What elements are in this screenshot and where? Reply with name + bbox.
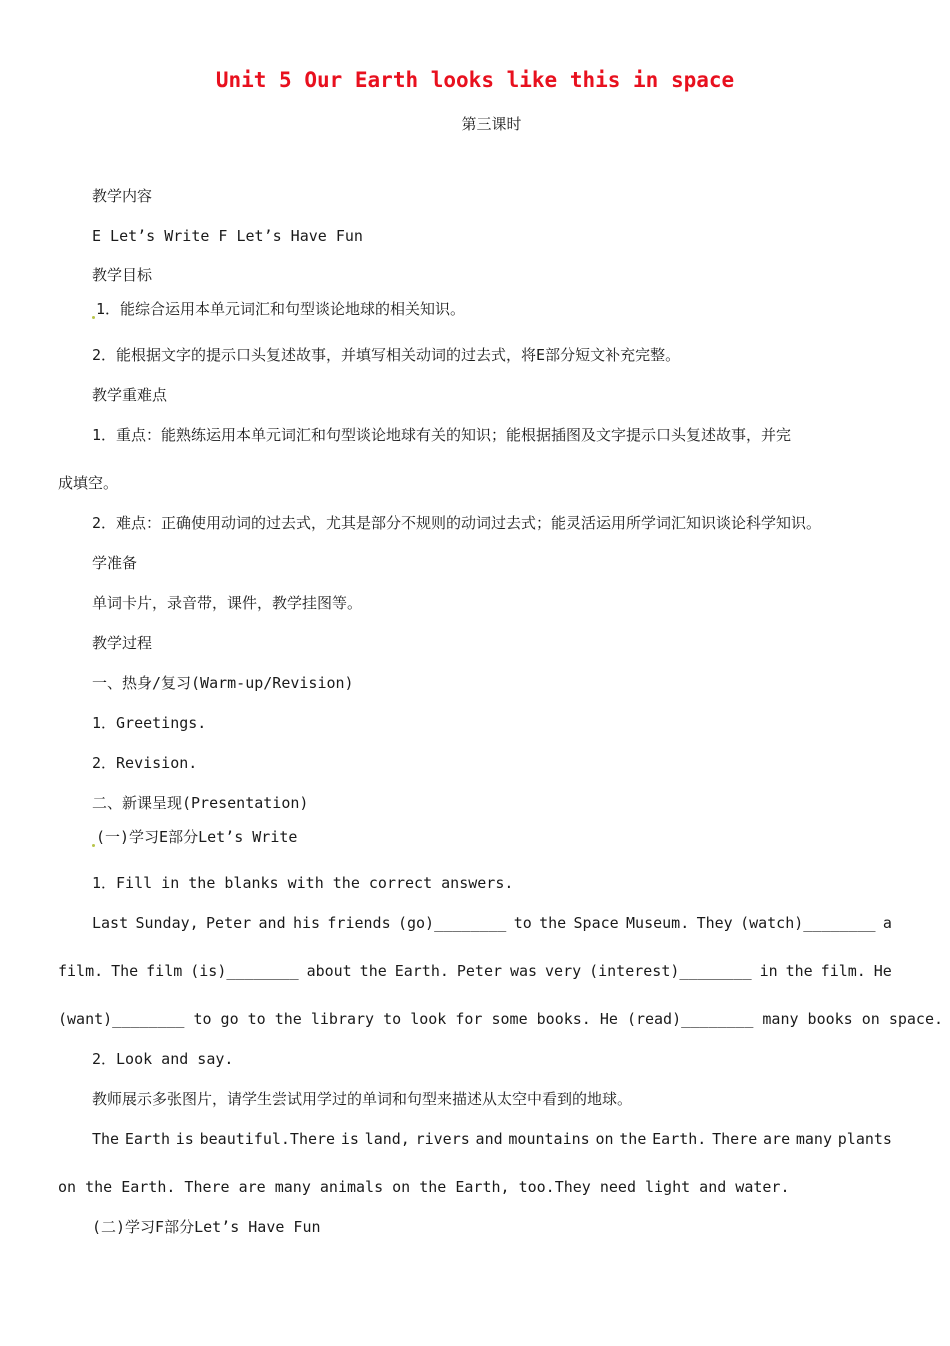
key-point-1-cont: 成填空。 <box>58 474 119 492</box>
word: the <box>785 962 813 980</box>
word: Peter <box>206 914 252 932</box>
word: the <box>619 1130 647 1148</box>
word: There <box>712 1130 758 1148</box>
exercise-line-2 <box>58 961 892 981</box>
word: film <box>146 962 183 980</box>
heading-process: 教学过程 <box>92 634 153 652</box>
section-presentation: 二、新课呈现(Presentation) <box>92 794 309 812</box>
word: many <box>795 1130 832 1148</box>
word: Earth. <box>652 1130 707 1148</box>
word: plants <box>837 1130 892 1148</box>
subsection-f: (二)学习F部分Let’s Have Fun <box>92 1218 321 1236</box>
word: (is)________ <box>190 962 299 980</box>
word: Museum. <box>626 914 690 932</box>
task-fill-blanks: 1．Fill in the blanks with the correct answers. <box>92 874 514 892</box>
word: Earth <box>124 1130 171 1148</box>
step-revision: 2．Revision. <box>92 754 198 772</box>
subsection-e <box>92 827 297 847</box>
word: the <box>539 914 567 932</box>
word: Space <box>573 914 619 932</box>
word: about <box>306 962 352 980</box>
subsection-e-text: (一)学习E部分Let’s Write <box>96 828 298 846</box>
example-line-2: on the Earth. There are many animals on the Earth, too.They need light and water. <box>58 1178 790 1196</box>
word: on <box>595 1130 614 1148</box>
word: was <box>509 962 538 980</box>
heading-objectives: 教学目标 <box>92 266 153 284</box>
heading-key-points: 教学重难点 <box>92 386 168 404</box>
example-line-1 <box>92 1129 892 1149</box>
step-greetings: 1．Greetings. <box>92 714 207 732</box>
document-title: Unit 5 Our Earth looks like this in space <box>215 68 735 92</box>
word: the <box>359 962 387 980</box>
word: and <box>258 914 286 932</box>
objective-2: 2．能根据文字的提示口头复述故事，并填写相关动词的过去式，将E部分短文补充完整。 <box>92 346 681 364</box>
teacher-instruction: 教师展示多张图片，请学生尝试用学过的单词和句型来描述从太空中看到的地球。 <box>92 1090 633 1108</box>
word: his <box>292 914 321 932</box>
mark-dot <box>92 844 95 847</box>
word: (interest)________ <box>589 962 752 980</box>
word: (watch)________ <box>740 914 876 932</box>
content-line: E Let’s Write F Let’s Have Fun <box>92 227 363 245</box>
word: rivers <box>415 1130 470 1148</box>
mark-dot <box>92 316 95 319</box>
objective-1-text: 1．能综合运用本单元词汇和句型谈论地球的相关知识。 <box>96 300 466 318</box>
lesson-subtitle: 第三课时 <box>461 115 522 133</box>
word: film. <box>58 962 104 980</box>
word: Peter <box>456 962 503 980</box>
word: beautiful.There <box>199 1130 336 1148</box>
heading-preparation: 学准备 <box>92 554 138 572</box>
word: The <box>92 1130 120 1148</box>
word: very <box>545 962 582 980</box>
word: They <box>696 914 733 932</box>
word: (go)________ <box>397 914 507 932</box>
word: land, <box>364 1130 410 1148</box>
key-point-1: 1．重点：能熟练运用本单元词汇和句型谈论地球有关的知识；能根据插图及文字提示口头复述故事，并完 <box>92 426 792 444</box>
key-point-2: 2．难点：正确使用动词的过去式，尤其是部分不规则的动词过去式；能灵活运用所学词汇知识谈论科学知识。 <box>92 514 822 532</box>
preparation-text: 单词卡片，录音带，课件，教学挂图等。 <box>92 594 363 612</box>
exercise-line-1 <box>92 913 892 933</box>
word: is <box>340 1130 359 1148</box>
word: Last <box>92 914 129 932</box>
section-warmup: 一、热身/复习(Warm-up/Revision) <box>92 674 354 692</box>
word: film. <box>820 962 866 980</box>
objective-1 <box>92 299 465 319</box>
word: Sunday, <box>135 914 199 932</box>
word: and <box>475 1130 503 1148</box>
exercise-line-3: (want)________ to go to the library to look for some books. He (read)________ many books on space. <box>58 1010 944 1028</box>
word: a <box>882 914 892 932</box>
word: in <box>759 962 778 980</box>
task-look-say: 2．Look and say. <box>92 1050 234 1068</box>
word: Earth. <box>394 962 449 980</box>
word: is <box>175 1130 194 1148</box>
word: The <box>111 962 139 980</box>
heading-content: 教学内容 <box>92 187 153 205</box>
word: to <box>513 914 532 932</box>
word: friends <box>327 914 391 932</box>
word: mountains <box>508 1130 590 1148</box>
word: are <box>763 1130 791 1148</box>
word: He <box>873 962 892 980</box>
